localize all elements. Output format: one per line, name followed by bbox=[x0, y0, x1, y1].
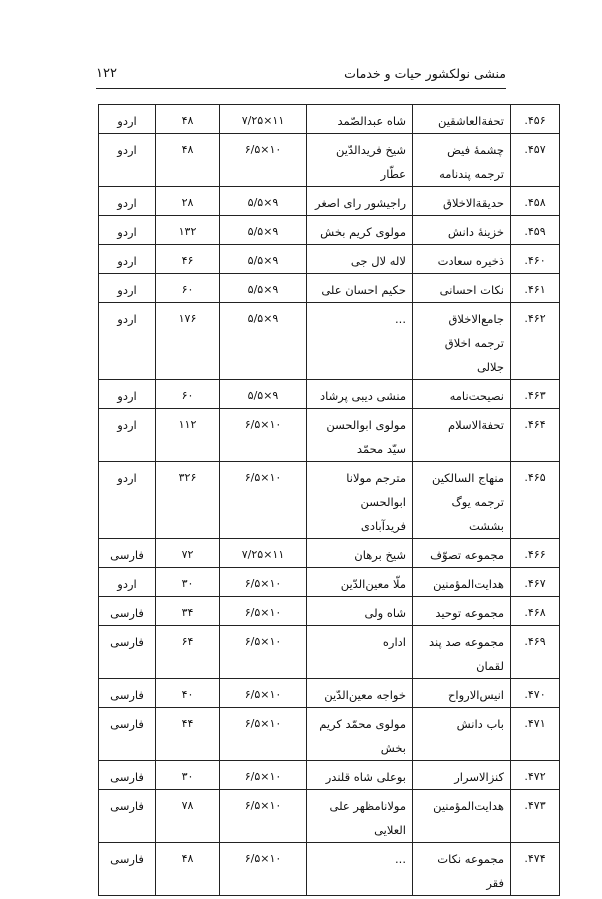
page-count: ۴۰ bbox=[156, 679, 220, 708]
page-count: ۴۶ bbox=[156, 245, 220, 274]
book-title: تحفة‌العاشقین bbox=[413, 105, 511, 134]
catalog-table bbox=[98, 104, 560, 896]
book-size: ۹×۵/۵ bbox=[220, 216, 307, 245]
book-author: اداره bbox=[307, 626, 413, 679]
book-author: منشی دیبی پرشاد bbox=[307, 380, 413, 409]
book-size: ۹×۵/۵ bbox=[220, 380, 307, 409]
book-title: انیس‌الارواح bbox=[413, 679, 511, 708]
book-author: مترجم مولانا ابوالحسن فریدآبادی bbox=[307, 462, 413, 539]
book-author: شیخ فریدالدّین عطّار bbox=[307, 134, 413, 187]
book-size: ۹×۵/۵ bbox=[220, 187, 307, 216]
table-row bbox=[99, 568, 560, 597]
book-language: اردو bbox=[99, 134, 156, 187]
book-title: تحفة‌الاسلام bbox=[413, 409, 511, 462]
row-number: ۴۷۲. bbox=[511, 761, 560, 790]
page-count: ۷۲ bbox=[156, 539, 220, 568]
book-language: فارسی bbox=[99, 843, 156, 896]
page-count: ۱۱۲ bbox=[156, 409, 220, 462]
book-author: مولانامظهر علی العلایی bbox=[307, 790, 413, 843]
book-title: هدایت‌المؤمنین bbox=[413, 568, 511, 597]
table-row bbox=[99, 462, 560, 539]
book-language: فارسی bbox=[99, 539, 156, 568]
book-author: شاه عبدالصّمد bbox=[307, 105, 413, 134]
book-size: ۱۰×۶/۵ bbox=[220, 626, 307, 679]
book-size: ۱۱×۷/۲۵ bbox=[220, 105, 307, 134]
page-count: ۴۴ bbox=[156, 708, 220, 761]
table-row bbox=[99, 274, 560, 303]
book-size: ۱۰×۶/۵ bbox=[220, 843, 307, 896]
page-count: ۲۸ bbox=[156, 187, 220, 216]
table-row bbox=[99, 134, 560, 187]
book-author: ... bbox=[307, 303, 413, 380]
table-row bbox=[99, 245, 560, 274]
book-language: اردو bbox=[99, 245, 156, 274]
table-row bbox=[99, 597, 560, 626]
book-title: خزینهٔ دانش bbox=[413, 216, 511, 245]
page-count: ۶۴ bbox=[156, 626, 220, 679]
book-size: ۱۰×۶/۵ bbox=[220, 134, 307, 187]
running-title: منشی نولکشور حیات و خدمات bbox=[344, 66, 506, 81]
book-author: مولوی محمّد کریم بخش bbox=[307, 708, 413, 761]
book-author: خواجه معین‌الدّین bbox=[307, 679, 413, 708]
book-language: فارسی bbox=[99, 790, 156, 843]
page-count: ۶۰ bbox=[156, 274, 220, 303]
table-row bbox=[99, 843, 560, 896]
table-row bbox=[99, 539, 560, 568]
book-language: اردو bbox=[99, 216, 156, 245]
book-author: ملّا معین‌الدّین bbox=[307, 568, 413, 597]
book-size: ۹×۵/۵ bbox=[220, 274, 307, 303]
book-author: لاله لال جی bbox=[307, 245, 413, 274]
book-language: اردو bbox=[99, 568, 156, 597]
table-row bbox=[99, 380, 560, 409]
table-row bbox=[99, 187, 560, 216]
page-count: ۳۴ bbox=[156, 597, 220, 626]
table-row bbox=[99, 761, 560, 790]
row-number: ۴۶۵. bbox=[511, 462, 560, 539]
book-size: ۱۰×۶/۵ bbox=[220, 708, 307, 761]
book-language: فارسی bbox=[99, 708, 156, 761]
row-number: ۴۶۰. bbox=[511, 245, 560, 274]
book-author: ... bbox=[307, 843, 413, 896]
book-title: ذخیره سعادت bbox=[413, 245, 511, 274]
table-row bbox=[99, 679, 560, 708]
book-title: حدیقة‌الاخلاق bbox=[413, 187, 511, 216]
row-number: ۴۶۸. bbox=[511, 597, 560, 626]
table-row bbox=[99, 409, 560, 462]
row-number: ۴۶۱. bbox=[511, 274, 560, 303]
row-number: ۴۷۰. bbox=[511, 679, 560, 708]
row-number: ۴۷۱. bbox=[511, 708, 560, 761]
book-title: باب دانش bbox=[413, 708, 511, 761]
book-title: کنزالاسرار bbox=[413, 761, 511, 790]
book-author: راجیشور رای اصغر bbox=[307, 187, 413, 216]
book-title: جامع‌الاخلاق ترجمه اخلاق جلالی bbox=[413, 303, 511, 380]
book-title: چشمهٔ فیض ترجمه پندنامه bbox=[413, 134, 511, 187]
book-language: اردو bbox=[99, 303, 156, 380]
book-language: فارسی bbox=[99, 597, 156, 626]
catalog-table-body bbox=[99, 105, 560, 896]
book-language: اردو bbox=[99, 380, 156, 409]
page-count: ۱۷۶ bbox=[156, 303, 220, 380]
page-count: ۶۰ bbox=[156, 380, 220, 409]
page-count: ۴۸ bbox=[156, 843, 220, 896]
row-number: ۴۶۹. bbox=[511, 626, 560, 679]
page-count: ۴۸ bbox=[156, 105, 220, 134]
table-row bbox=[99, 105, 560, 134]
page-header bbox=[96, 64, 506, 88]
page-count: ۴۸ bbox=[156, 134, 220, 187]
row-number: ۴۶۲. bbox=[511, 303, 560, 380]
book-author: مولوی کریم بخش bbox=[307, 216, 413, 245]
book-size: ۱۰×۶/۵ bbox=[220, 409, 307, 462]
book-language: اردو bbox=[99, 274, 156, 303]
book-size: ۱۰×۶/۵ bbox=[220, 568, 307, 597]
row-number: ۴۷۴. bbox=[511, 843, 560, 896]
book-title: مجموعه صد پند لقمان bbox=[413, 626, 511, 679]
row-number: ۴۵۷. bbox=[511, 134, 560, 187]
row-number: ۴۵۶. bbox=[511, 105, 560, 134]
book-title: نصیحت‌نامه bbox=[413, 380, 511, 409]
row-number: ۴۶۴. bbox=[511, 409, 560, 462]
book-author: شاه ولی bbox=[307, 597, 413, 626]
book-size: ۹×۵/۵ bbox=[220, 245, 307, 274]
book-size: ۹×۵/۵ bbox=[220, 303, 307, 380]
book-size: ۱۰×۶/۵ bbox=[220, 790, 307, 843]
row-number: ۴۶۳. bbox=[511, 380, 560, 409]
row-number: ۴۷۳. bbox=[511, 790, 560, 843]
book-title: هدایت‌المؤمنین bbox=[413, 790, 511, 843]
row-number: ۴۶۷. bbox=[511, 568, 560, 597]
book-title: مجموعه نکات فقر bbox=[413, 843, 511, 896]
table-row bbox=[99, 708, 560, 761]
book-author: شیخ برهان bbox=[307, 539, 413, 568]
book-author: مولوی ابوالحسن سیّد محمّد bbox=[307, 409, 413, 462]
book-language: فارسی bbox=[99, 761, 156, 790]
table-row bbox=[99, 303, 560, 380]
table-row bbox=[99, 216, 560, 245]
page-count: ۷۸ bbox=[156, 790, 220, 843]
book-title: نکات احسانی bbox=[413, 274, 511, 303]
book-title: مجموعه توحید bbox=[413, 597, 511, 626]
row-number: ۴۶۶. bbox=[511, 539, 560, 568]
page-count: ۳۰ bbox=[156, 568, 220, 597]
book-author: بوعلی شاه قلندر bbox=[307, 761, 413, 790]
table-row bbox=[99, 626, 560, 679]
book-language: اردو bbox=[99, 409, 156, 462]
book-language: فارسی bbox=[99, 626, 156, 679]
row-number: ۴۵۸. bbox=[511, 187, 560, 216]
book-language: اردو bbox=[99, 187, 156, 216]
header-rule bbox=[96, 88, 506, 89]
page-number: ۱۲۲ bbox=[96, 66, 117, 81]
book-title: مجموعه تصوّف bbox=[413, 539, 511, 568]
book-title: منهاج السالکین ترجمه یوگ بششت bbox=[413, 462, 511, 539]
book-size: ۱۰×۶/۵ bbox=[220, 597, 307, 626]
book-size: ۱۰×۶/۵ bbox=[220, 462, 307, 539]
book-size: ۱۰×۶/۵ bbox=[220, 679, 307, 708]
book-language: اردو bbox=[99, 462, 156, 539]
book-language: فارسی bbox=[99, 679, 156, 708]
page-count: ۳۲۶ bbox=[156, 462, 220, 539]
book-size: ۱۰×۶/۵ bbox=[220, 761, 307, 790]
book-language: اردو bbox=[99, 105, 156, 134]
page-count: ۳۰ bbox=[156, 761, 220, 790]
book-size: ۱۱×۷/۲۵ bbox=[220, 539, 307, 568]
row-number: ۴۵۹. bbox=[511, 216, 560, 245]
page-count: ۱۳۲ bbox=[156, 216, 220, 245]
book-author: حکیم احسان علی bbox=[307, 274, 413, 303]
table-row bbox=[99, 790, 560, 843]
